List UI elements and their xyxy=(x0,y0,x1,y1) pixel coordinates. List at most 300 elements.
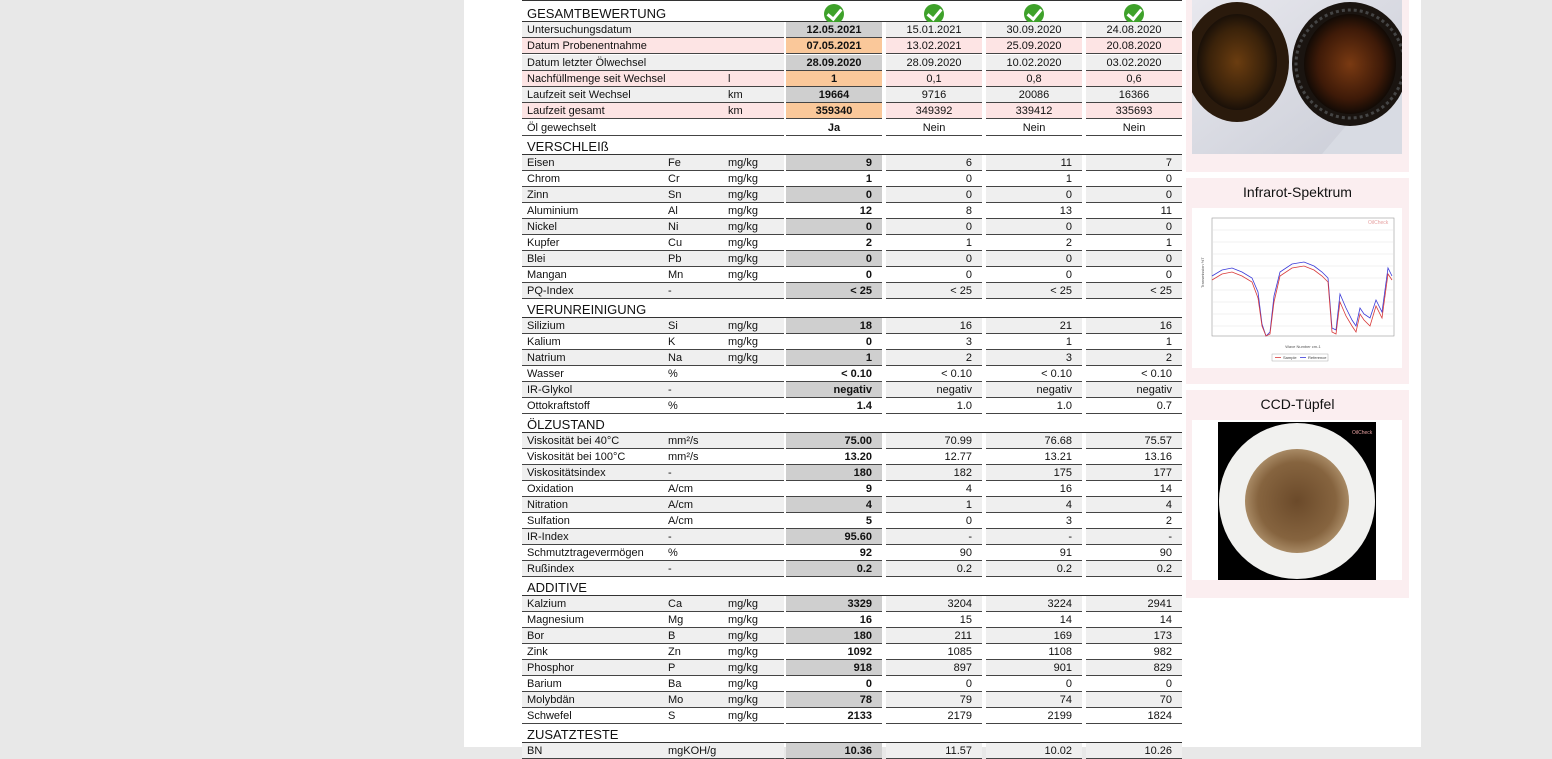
current-value: negativ xyxy=(786,382,882,397)
row-label: Eisen xyxy=(527,157,555,170)
previous-value-1: 897 xyxy=(886,660,982,675)
row-symbol: Cu xyxy=(668,237,683,250)
row-symbol: B xyxy=(668,630,676,643)
row-symbol: mm²/s xyxy=(668,435,699,448)
row-label: Blei xyxy=(527,253,546,266)
previous-value-1: 16 xyxy=(886,318,982,333)
previous-value-1: 0,1 xyxy=(886,71,982,86)
previous-value-1: 0 xyxy=(965,269,972,282)
row-unit: mg/kg xyxy=(728,269,758,282)
row-label: Rußindex xyxy=(527,563,575,576)
analysis-row xyxy=(522,513,1182,529)
row-symbol: Mo xyxy=(668,694,684,707)
previous-value-3: 03.02.2020 xyxy=(1086,55,1182,70)
previous-value-3: 16366 xyxy=(1086,87,1182,102)
row-symbol: Ni xyxy=(668,221,679,234)
row-symbol: - xyxy=(668,531,672,544)
oil-sample-photo xyxy=(1192,0,1402,154)
overall-header xyxy=(522,0,1182,22)
previous-value-3: 75.57 xyxy=(1086,433,1182,448)
analysis-row xyxy=(522,545,1182,561)
row-label: Phosphor xyxy=(527,662,575,675)
ir-watermark: OilCheck xyxy=(1368,220,1389,226)
previous-value-2: 169 xyxy=(986,628,1082,643)
general-info xyxy=(522,22,1182,136)
previous-value-2: 21 xyxy=(986,318,1082,333)
previous-value-3: 0 xyxy=(1086,251,1182,266)
current-value: 18 xyxy=(786,318,882,333)
previous-value-1: 3 xyxy=(965,336,972,349)
row-unit xyxy=(728,366,784,381)
previous-value-1: 0.2 xyxy=(886,561,982,576)
row-label: Kupfer xyxy=(527,237,560,250)
previous-value-2: 2 xyxy=(1065,237,1072,250)
report-table xyxy=(522,0,1182,759)
current-value: 28.09.2020 xyxy=(786,55,882,70)
previous-value-3: 14 xyxy=(1159,483,1172,496)
analysis-row xyxy=(522,561,1182,577)
analysis-row xyxy=(522,692,1182,708)
row-label: Nitration xyxy=(527,499,568,512)
row-unit: mg/kg xyxy=(728,646,758,659)
previous-value-3: 1824 xyxy=(1147,710,1172,723)
previous-value-3: 335693 xyxy=(1086,103,1182,118)
row-label: Bor xyxy=(527,630,545,643)
row-label: IR-Glykol xyxy=(527,384,573,397)
row-label: Öl gewechselt xyxy=(527,121,597,134)
previous-value-3: 0.2 xyxy=(1086,561,1182,576)
previous-value-3: 829 xyxy=(1086,660,1182,675)
previous-value-1: 79 xyxy=(886,692,982,707)
previous-value-1: 70.99 xyxy=(886,433,982,448)
current-value: 1 xyxy=(786,171,882,186)
row-label: Nickel xyxy=(527,221,557,234)
row-label: Laufzeit gesamt xyxy=(527,105,605,118)
row-symbol: Ba xyxy=(668,678,682,691)
ccd-title: CCD-Tüpfel xyxy=(1260,396,1335,412)
previous-value-3: 0 xyxy=(1086,187,1182,202)
analysis-row xyxy=(522,219,1182,235)
row-symbol: Si xyxy=(668,320,678,333)
previous-value-2: 0 xyxy=(986,219,1082,234)
analysis-row xyxy=(522,366,1182,382)
ccd-image-frame xyxy=(1192,420,1402,580)
previous-value-2: 14 xyxy=(1059,614,1072,627)
row-unit xyxy=(728,561,784,576)
row-unit: mg/kg xyxy=(728,694,758,707)
row-label: Schwefel xyxy=(527,710,572,723)
ir-xlabel: Wave Number cm-1 xyxy=(1285,344,1321,349)
row-symbol: Zn xyxy=(668,646,681,659)
row-unit xyxy=(728,55,784,70)
row-unit: mg/kg xyxy=(728,253,758,266)
row-label: Molybdän xyxy=(527,694,575,707)
general-row xyxy=(522,87,1182,103)
analysis-row xyxy=(522,628,1182,644)
previous-value-1: 211 xyxy=(886,628,982,643)
previous-value-3: 0 xyxy=(1086,219,1182,234)
row-symbol: A/cm xyxy=(668,515,694,528)
previous-value-3: Nein xyxy=(1122,121,1146,134)
row-unit: mg/kg xyxy=(728,189,758,202)
current-value: 1.4 xyxy=(786,398,882,413)
previous-value-2: 339412 xyxy=(986,103,1082,118)
current-value: 0 xyxy=(786,219,882,234)
current-value: 0 xyxy=(786,267,882,282)
general-row xyxy=(522,22,1182,38)
previous-value-2: < 25 xyxy=(986,283,1082,298)
analysis-row xyxy=(522,596,1182,612)
previous-value-2: Nein xyxy=(1022,121,1046,134)
previous-value-3: 13.16 xyxy=(1144,451,1172,464)
row-symbol: Sn xyxy=(668,189,682,202)
ir-spectrum-chart xyxy=(1192,208,1402,368)
ir-legend-reference: Reference xyxy=(1308,355,1327,360)
row-symbol: % xyxy=(668,400,678,413)
row-unit: mg/kg xyxy=(728,662,758,675)
row-unit: mg/kg xyxy=(728,352,758,365)
row-label: Magnesium xyxy=(527,614,584,627)
row-symbol: Ca xyxy=(668,598,683,611)
row-symbol: A/cm xyxy=(668,483,694,496)
row-label: Viskositätsindex xyxy=(527,467,606,480)
previous-value-2: 20086 xyxy=(986,87,1082,102)
previous-value-3: 177 xyxy=(1086,465,1182,480)
previous-value-3: 4 xyxy=(1086,497,1182,512)
previous-value-1: 9716 xyxy=(886,87,982,102)
previous-value-3: negativ xyxy=(1086,382,1182,397)
current-value: 0 xyxy=(786,187,882,202)
previous-value-3: 0,6 xyxy=(1086,71,1182,86)
row-label: Ottokraftstoff xyxy=(527,400,590,413)
previous-value-2: 10.02.2020 xyxy=(986,55,1082,70)
row-symbol: mgKOH/g xyxy=(668,745,717,758)
analysis-row xyxy=(522,334,1182,350)
analysis-row xyxy=(522,318,1182,334)
previous-value-3: 0 xyxy=(1165,269,1172,282)
row-unit xyxy=(728,22,784,37)
analysis-row xyxy=(522,529,1182,545)
row-label: Viskosität bei 100°C xyxy=(527,451,626,464)
row-unit xyxy=(728,529,784,544)
general-row xyxy=(522,103,1182,119)
previous-value-3: - xyxy=(1086,529,1182,544)
previous-value-2: 0 xyxy=(1065,269,1072,282)
previous-value-2: negativ xyxy=(986,382,1082,397)
previous-value-2: 1 xyxy=(1065,173,1072,186)
row-symbol: Pb xyxy=(668,253,682,266)
previous-value-3: 982 xyxy=(1153,646,1172,659)
previous-value-1: 11.57 xyxy=(886,743,982,758)
previous-value-2: 30.09.2020 xyxy=(986,22,1082,37)
current-value: 10.36 xyxy=(786,743,882,758)
row-label: IR-Index xyxy=(527,531,569,544)
check-icon xyxy=(1124,4,1144,24)
row-unit xyxy=(728,38,784,53)
section-header: ÖLZUSTAND xyxy=(522,417,1182,433)
row-unit xyxy=(728,545,784,560)
check-icon xyxy=(924,4,944,24)
analysis-row xyxy=(522,283,1182,299)
previous-value-3: 1 xyxy=(1165,336,1172,349)
row-symbol: - xyxy=(668,384,672,397)
section-header: VERSCHLEIß xyxy=(522,139,1182,155)
previous-value-2: 16 xyxy=(1059,483,1072,496)
previous-value-2: 10.02 xyxy=(986,743,1082,758)
previous-value-3: 0 xyxy=(1165,678,1172,691)
previous-value-2: 0 xyxy=(1065,678,1072,691)
analysis-sections xyxy=(522,139,1182,759)
previous-value-1: 3204 xyxy=(886,596,982,611)
current-value: 95.60 xyxy=(786,529,882,544)
oil-sample-panel xyxy=(1186,0,1409,172)
row-symbol: Na xyxy=(668,352,683,365)
row-unit xyxy=(728,513,784,528)
previous-value-2: 1.0 xyxy=(1056,400,1072,413)
previous-value-3: 20.08.2020 xyxy=(1086,38,1182,53)
previous-value-1: 2 xyxy=(886,350,982,365)
row-symbol: % xyxy=(668,368,678,381)
row-label: Silizium xyxy=(527,320,565,333)
row-symbol: A/cm xyxy=(668,499,694,512)
ccd-watermark: OilCheck xyxy=(1352,430,1373,436)
current-value: 180 xyxy=(786,628,882,643)
ir-ylabel: Transmission %T xyxy=(1200,257,1205,288)
previous-value-2: 3 xyxy=(986,350,1082,365)
previous-value-2: 901 xyxy=(986,660,1082,675)
analysis-row xyxy=(522,449,1182,465)
analysis-row xyxy=(522,155,1182,171)
row-symbol: Mg xyxy=(668,614,684,627)
previous-value-3: < 25 xyxy=(1086,283,1182,298)
row-label: Zinn xyxy=(527,189,549,202)
previous-value-1: 182 xyxy=(886,465,982,480)
current-value: 0 xyxy=(786,251,882,266)
general-row xyxy=(522,120,1182,136)
row-unit xyxy=(728,465,784,480)
row-unit: mg/kg xyxy=(728,237,758,250)
row-label: BN xyxy=(527,745,543,758)
row-unit: mg/kg xyxy=(728,336,758,349)
analysis-row xyxy=(522,203,1182,219)
row-symbol: P xyxy=(668,662,676,675)
current-value: 1092 xyxy=(786,644,882,659)
section-header: ADDITIVE xyxy=(522,580,1182,596)
row-unit xyxy=(728,382,784,397)
previous-value-2: 0 xyxy=(986,251,1082,266)
previous-value-1: 2179 xyxy=(947,710,972,723)
overall-label: GESAMTBEWERTUNG xyxy=(527,6,667,21)
ir-spectrum-title: Infrarot-Spektrum xyxy=(1243,184,1352,200)
current-value: 0 xyxy=(786,676,882,691)
row-symbol: - xyxy=(668,285,672,298)
row-unit xyxy=(728,743,784,758)
current-value: < 0.10 xyxy=(786,366,882,381)
analysis-row xyxy=(522,171,1182,187)
row-label: Wasser xyxy=(527,368,564,381)
current-value: 0.2 xyxy=(786,561,882,576)
row-unit: mg/kg xyxy=(728,598,758,611)
check-icon xyxy=(1024,4,1044,24)
current-value: 12.05.2021 xyxy=(786,22,882,37)
row-label: Sulfation xyxy=(527,515,570,528)
analysis-row xyxy=(522,465,1182,481)
current-value: 2 xyxy=(786,235,882,250)
analysis-row xyxy=(522,708,1182,724)
previous-value-2: 2199 xyxy=(1047,710,1072,723)
previous-value-1: 0 xyxy=(886,219,982,234)
row-label: Nachfüllmenge seit Wechsel xyxy=(527,72,666,85)
row-label: Zink xyxy=(527,646,548,659)
row-symbol: mm²/s xyxy=(668,451,699,464)
previous-value-1: 12.77 xyxy=(944,451,972,464)
current-value: 78 xyxy=(786,692,882,707)
row-unit xyxy=(728,398,784,413)
analysis-row xyxy=(522,350,1182,366)
row-label: Viskosität bei 40°C xyxy=(527,435,620,448)
row-unit xyxy=(728,120,784,135)
previous-value-1: 0 xyxy=(886,251,982,266)
current-value: Ja xyxy=(786,120,882,135)
row-symbol: - xyxy=(668,563,672,576)
analysis-row xyxy=(522,481,1182,497)
previous-value-2: < 0.10 xyxy=(1041,368,1072,381)
previous-value-2: 3224 xyxy=(986,596,1082,611)
current-value: 19664 xyxy=(786,87,882,102)
previous-value-1: 1 xyxy=(886,497,982,512)
current-value: 75.00 xyxy=(786,433,882,448)
current-value: 16 xyxy=(786,612,882,627)
row-label: Datum letzter Ölwechsel xyxy=(527,56,647,69)
previous-value-2: 1108 xyxy=(1048,646,1072,659)
previous-value-3: 173 xyxy=(1086,628,1182,643)
previous-value-3: 7 xyxy=(1086,155,1182,170)
row-unit: mg/kg xyxy=(728,630,758,643)
previous-value-2: 0 xyxy=(986,187,1082,202)
previous-value-1: 8 xyxy=(965,205,972,218)
current-value: 359340 xyxy=(786,103,882,118)
row-label: Kalium xyxy=(527,336,561,349)
previous-value-3: 2 xyxy=(1165,515,1172,528)
previous-value-1: 90 xyxy=(959,547,972,560)
analysis-row xyxy=(522,743,1182,759)
analysis-row xyxy=(522,398,1182,414)
previous-value-1: 0 xyxy=(965,515,972,528)
previous-value-1: negativ xyxy=(886,382,982,397)
analysis-row xyxy=(522,676,1182,692)
row-label: Barium xyxy=(527,678,562,691)
analysis-row xyxy=(522,644,1182,660)
previous-value-1: 4 xyxy=(965,483,972,496)
previous-value-3: 16 xyxy=(1086,318,1182,333)
previous-value-3: 70 xyxy=(1086,692,1182,707)
previous-value-2: 76.68 xyxy=(986,433,1082,448)
row-symbol: Cr xyxy=(668,173,680,186)
analysis-row xyxy=(522,382,1182,398)
row-symbol: S xyxy=(668,710,676,723)
previous-value-2: 11 xyxy=(986,155,1082,170)
ir-legend-sample: Sample xyxy=(1283,355,1297,360)
previous-value-1: - xyxy=(886,529,982,544)
previous-value-3: 10.26 xyxy=(1086,743,1182,758)
row-label: Aluminium xyxy=(527,205,579,218)
row-label: Oxidation xyxy=(527,483,574,496)
analysis-row xyxy=(522,660,1182,676)
previous-value-1: < 25 xyxy=(886,283,982,298)
row-unit: mg/kg xyxy=(728,205,758,218)
current-value: 5 xyxy=(786,513,882,528)
ir-spectrum-plot xyxy=(1192,208,1402,368)
previous-value-3: 0 xyxy=(1165,173,1172,186)
current-value: 07.05.2021 xyxy=(786,38,882,53)
current-value: < 25 xyxy=(786,283,882,298)
previous-value-1: 28.09.2020 xyxy=(886,55,982,70)
previous-value-3: 11 xyxy=(1160,205,1172,218)
current-value: 918 xyxy=(786,660,882,675)
current-value: 1 xyxy=(786,350,882,365)
row-unit: mg/kg xyxy=(728,614,758,627)
row-unit: mg/kg xyxy=(728,678,758,691)
row-label: Mangan xyxy=(527,269,567,282)
row-unit xyxy=(728,433,784,448)
row-symbol: Fe xyxy=(668,157,681,170)
previous-value-1: < 0.10 xyxy=(941,368,972,381)
general-row xyxy=(522,38,1182,54)
previous-value-3: 24.08.2020 xyxy=(1086,22,1182,37)
previous-value-1: 1.0 xyxy=(956,400,972,413)
previous-value-3: 0.7 xyxy=(1156,400,1172,413)
analysis-row xyxy=(522,267,1182,283)
row-unit xyxy=(728,497,784,512)
analysis-row xyxy=(522,612,1182,628)
previous-value-2: 25.09.2020 xyxy=(986,38,1082,53)
section-header: ZUSATZTESTE xyxy=(522,727,1182,743)
previous-value-2: 91 xyxy=(1059,547,1072,560)
row-label: Kalzium xyxy=(527,598,567,611)
previous-value-1: 13.02.2021 xyxy=(886,38,982,53)
row-label: Untersuchungsdatum xyxy=(527,24,632,36)
current-value: 1 xyxy=(786,71,882,86)
previous-value-1: 349392 xyxy=(886,103,982,118)
row-unit: mg/kg xyxy=(728,221,758,234)
current-value: 92 xyxy=(786,545,882,560)
current-value: 9 xyxy=(786,481,882,496)
previous-value-3: 90 xyxy=(1159,547,1172,560)
general-row xyxy=(522,55,1182,71)
row-unit: mg/kg xyxy=(728,320,758,333)
previous-value-3: 1 xyxy=(1165,237,1172,250)
previous-value-2: - xyxy=(986,529,1082,544)
previous-value-2: 1 xyxy=(1065,336,1072,349)
previous-value-2: 4 xyxy=(986,497,1082,512)
previous-value-1: 1 xyxy=(965,237,972,250)
row-symbol: % xyxy=(668,547,678,560)
current-value: 4 xyxy=(786,497,882,512)
current-value: 0 xyxy=(786,334,882,349)
previous-value-1: 0 xyxy=(965,678,972,691)
previous-value-1: 0 xyxy=(965,173,972,186)
previous-value-2: 0,8 xyxy=(986,71,1082,86)
row-unit: mg/kg xyxy=(728,710,758,723)
previous-value-2: 74 xyxy=(986,692,1082,707)
analysis-row xyxy=(522,187,1182,203)
previous-value-3: 2941 xyxy=(1086,596,1182,611)
previous-value-2: 0.2 xyxy=(986,561,1082,576)
row-unit xyxy=(728,283,784,298)
row-unit xyxy=(728,449,784,464)
row-label: Laufzeit seit Wechsel xyxy=(527,89,631,102)
previous-value-1: 15.01.2021 xyxy=(886,22,982,37)
